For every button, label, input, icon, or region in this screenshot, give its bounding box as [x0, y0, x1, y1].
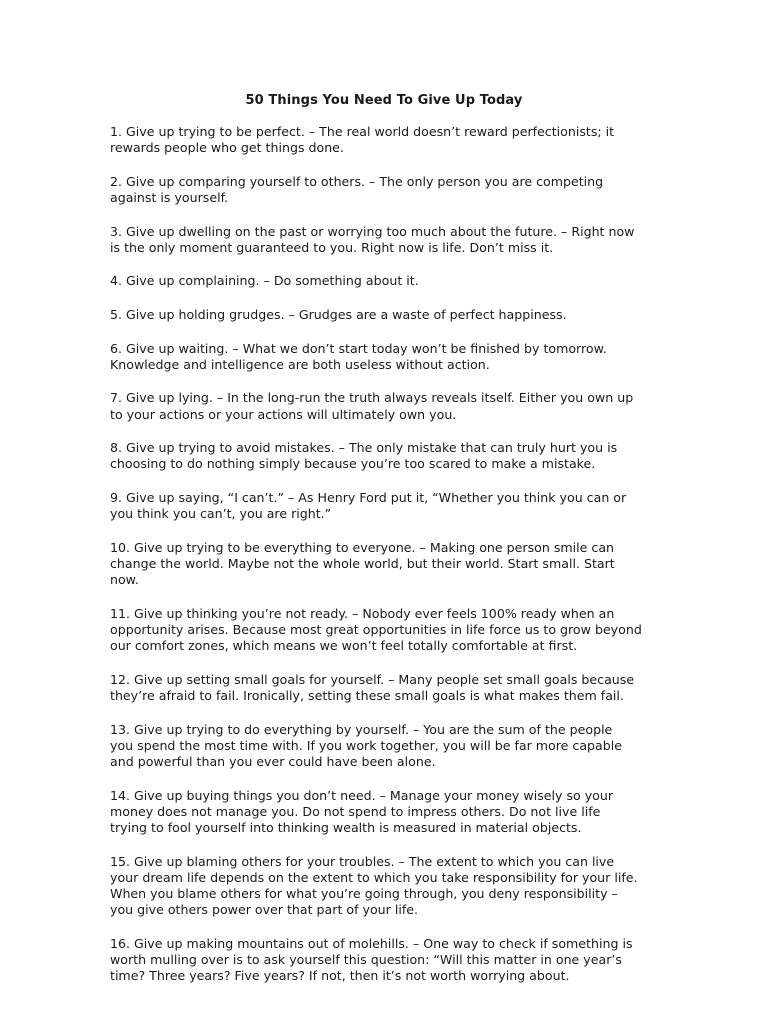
list-item-line: 10. Give up trying to be everything to everyone. – Making one person smile can [110, 539, 615, 555]
list-item [110, 788, 670, 837]
list-item [110, 540, 670, 589]
list-item-line: now. [110, 572, 139, 588]
list-item-line: 8. Give up trying to avoid mistakes. – The only mistake that can truly hurt you is [110, 440, 618, 456]
list-item-line: 16. Give up making mountains out of molehills. – One way to check if something is [110, 935, 633, 951]
list-item-line: 13. Give up trying to do everything by yourself. – You are the sum of the people [110, 721, 613, 737]
list-item-line: you give others power over that part of your life. [110, 902, 419, 918]
list-item-line: change the world. Maybe not the whole world, but their world. Start small. Start [110, 555, 615, 571]
list-item-line: worth mulling over is to ask yourself this question: “Will this matter in one year’s [110, 951, 622, 967]
list-item-line: you think you can’t, you are right.” [110, 506, 332, 522]
list-item-line: 7. Give up lying. – In the long-run the truth always reveals itself. Either you own up [110, 390, 634, 406]
list-item [110, 224, 670, 256]
list-item [110, 341, 670, 373]
list-item-line: opportunity arises. Because most great opportunities in life force us to grow beyond [110, 621, 642, 637]
list-item [110, 490, 670, 522]
list-item [110, 722, 670, 771]
list-item-line: you spend the most time with. If you work together, you will be far more capable [110, 737, 623, 753]
list-item [110, 307, 670, 323]
list-item-line: 6. Give up waiting. – What we don’t start today won’t be finished by tomorrow. [110, 340, 607, 356]
list-item-line: 12. Give up setting small goals for yourself. – Many people set small goals because [110, 671, 635, 687]
list-item-line: 4. Give up complaining. – Do something about it. [110, 273, 419, 289]
list-item-line: Knowledge and intelligence are both useless without action. [110, 356, 490, 372]
list-item [110, 936, 670, 985]
list-item-line: they’re afraid to fail. Ironically, setting these small goals is what makes them fail. [110, 687, 624, 703]
list-item [110, 273, 670, 289]
list-item-line: our comfort zones, which means we won’t feel totally comfortable at first. [110, 638, 578, 654]
list-item-line: When you blame others for what you’re going through, you deny responsibility – [110, 885, 618, 901]
list-item-line: 9. Give up saying, “I can’t.” – As Henry Ford put it, “Whether you think you can or [110, 489, 627, 505]
list-item [110, 440, 670, 472]
list-item [110, 124, 670, 156]
list-item-line: 15. Give up blaming others for your troubles. – The extent to which you can live [110, 853, 615, 869]
item-list [110, 124, 670, 1002]
list-item-line: 14. Give up buying things you don’t need. – Manage your money wisely so your [110, 787, 614, 803]
list-item-line: rewards people who get things done. [110, 140, 344, 156]
list-item [110, 174, 670, 206]
list-item-line: and powerful than you ever could have been alone. [110, 753, 436, 769]
list-item-line: 5. Give up holding grudges. – Grudges are a waste of perfect happiness. [110, 306, 567, 322]
list-item-line: to your actions or your actions will ultimately own you. [110, 406, 457, 422]
list-item-line: trying to fool yourself into thinking wealth is measured in material objects. [110, 819, 582, 835]
list-item-line: time? Three years? Five years? If not, then it’s not worth worrying about. [110, 968, 570, 984]
list-item [110, 854, 670, 919]
list-item-line: choosing to do nothing simply because you’re too scared to make a mistake. [110, 456, 596, 472]
list-item-line: money does not manage you. Do not spend to impress others. Do not live life [110, 803, 601, 819]
list-item-line: 2. Give up comparing yourself to others. – The only person you are competing [110, 173, 604, 189]
list-item-line: 3. Give up dwelling on the past or worrying too much about the future. – Right now [110, 223, 635, 239]
list-item-line: your dream life depends on the extent to which you take responsibility for your life. [110, 869, 638, 885]
list-item [110, 672, 670, 704]
list-item [110, 606, 670, 655]
list-item [110, 390, 670, 422]
list-item-line: 11. Give up thinking you’re not ready. – Nobody ever feels 100% ready when an [110, 605, 615, 621]
page-title: 50 Things You Need To Give Up Today [245, 93, 523, 108]
list-item-line: against is yourself. [110, 190, 229, 205]
list-item-line: 1. Give up trying to be perfect. – The real world doesn’t reward perfectionists; it [110, 124, 615, 139]
list-item-line: is the only moment guaranteed to you. Right now is life. Don’t miss it. [110, 239, 554, 255]
